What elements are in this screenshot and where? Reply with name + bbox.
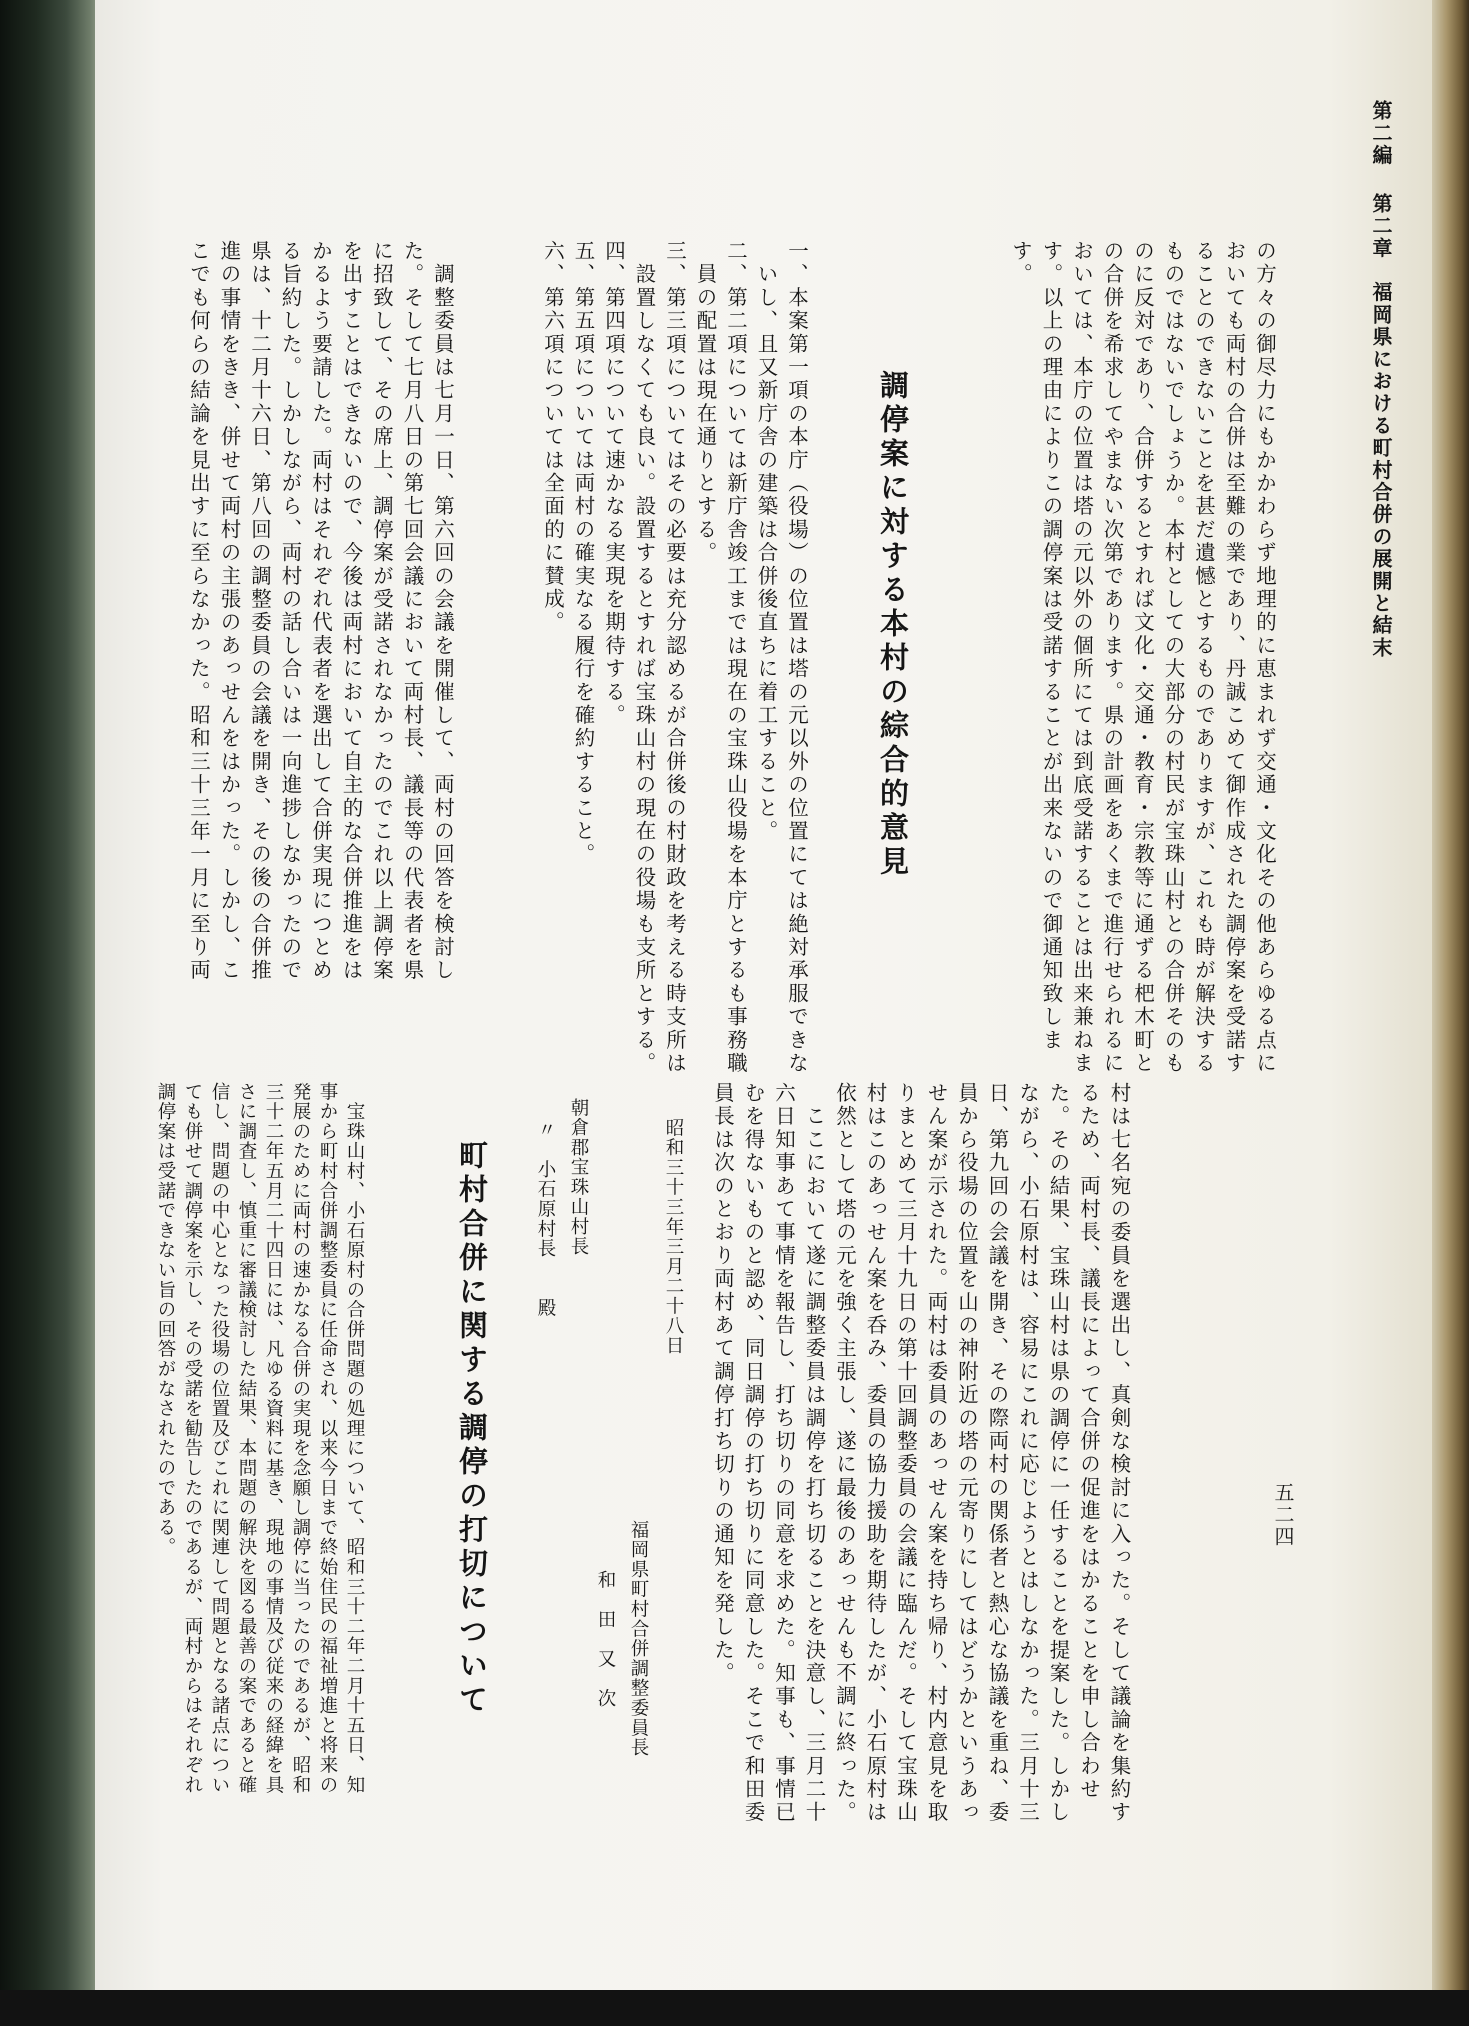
notice-body: 宝珠山村、小石原村の合併問題の処理について、昭和三十二年二月十五日、知 事から町村合併調整委員に任命され、以来今日まで終始住民の福祉増進と将来の 発展のために両村の速かなる合併の実現を念願し調停に当ったのであるが、昭和 三十二年五月二十四日には、凡ゆる資料に基き、現地の事情及び従来の経緯を具 さに調査し、慎重に審議検討した結果、本問題の解決を図る最善の案であると確 信し、問題の中心となった役場の位置及びこれに関連して問題となる諸点につい ても併せて調停案を示し、その受諾を勧告したのであるが、両村からはそれぞれ 調停案は受諾できない旨の回答がなされたのである。	[155, 1082, 365, 1795]
upper-left-paragraph: 村は七名宛の委員を選出し、真剣な検討に入った。そして議論を集約す るため、両村長、議長によって合併の促進をはかることを申し合わせ た。その結果、宝珠山村は県の調停に一任することを提案した。しかし ながら、小石原村は、容易にこれに応じようとはしなかった。三月十三 日、第九回の会議を開き、その際両村の関係者と熱心な協議を重ね、委 員から役場の位置を山の神附近の塔の元寄りにしてはどうかというあっ せん案が示された。両村は委員のあっせん案を持ち帰り、村内意見を取 りまとめて三月十九日の第十回調整委員の会議に臨んだ。そして宝珠山 村はこのあっせん案を呑み、委員の協力援助を期待したが、小石原村は 依然として塔の元を強く主張し、遂に最後のあっせんも不調に終った。 ここにおいて遂に調整委員は調停を打ち切ることを決意し、三月二十 六日知事あて事情を報告し、打ち切りの同意を求めた。知事も、事情已 むを得ないものと認め、同日調停の打ち切りに同意した。そこで和田委 員長は次のとおり両村あて調停打ち切りの通知を発した。	[710, 1082, 1131, 1825]
lower-right-paragraph: 調整委員は七月一日、第六回の会議を開催して、両村の回答を検討し た。そして七月八日の第七回会議において両村長、議長等の代表者を県 に招致して、その席上、調停案が受諾されなかったのでこれ以上調停案 を出すことはできないので、今後は両村において自主的な合併推進をは かるよう要請した。両村はそれぞれ代表者を選出して合併実現につとめ る旨約した。しかしながら、両村の話し合いは一向進捗しなかったので 県は、十二月十六日、第八回の調整委員の会議を開き、その後の合併推 進の事情をきき、併せて両村の主張のあっせんをはかった。しかし、こ こでも何らの結論を見出すに至らなかった。昭和三十三年一月に至り両	[186, 240, 455, 983]
page-edge	[1432, 0, 1469, 2000]
opinion-heading: 調停案に対する本村の綜合的意見	[876, 370, 910, 880]
notice-addressee-2: 〃 小石原村長 殿	[535, 1120, 556, 1318]
notice-sender-name: 和 田 又 次	[595, 1570, 616, 1709]
scan-border	[0, 1990, 1469, 2026]
notice-addressee-1: 朝倉郡宝珠山村長	[568, 1098, 589, 1257]
running-title: 第二編 第二章 福岡県における町村合併の展開と結末	[1369, 100, 1393, 659]
opinion-items: 一、本案第一項の本庁（役場）の位置は塔の元以外の位置にては絶対承服できな いし、且又新庁舎の建築は合併後直ちに着工すること。 二、第二項については新庁舎竣工までは現在の宝珠山役場を本庁とするも事務職 員の配置は現在通りとする。 三、第三項についてはその必要は充分認めるが合併後の村財政を考える時支所は 設置しなくても良い。設置するとすれば宝珠山村の現在の役場も支所とする。 四、第四項について速かなる実現を期待する。 五、第五項については両村の確実なる履行を確約すること。 六、第六項については全面的に賛成。	[540, 240, 809, 1076]
notice-heading: 町村合併に関する調停の打切について	[455, 1140, 489, 1718]
page-number: 五二四	[1271, 1482, 1295, 1548]
notice-date: 昭和三十三年三月二十八日	[663, 1118, 684, 1356]
notice-sender-org: 福岡県町村合併調整委員長	[628, 1520, 649, 1758]
upper-right-paragraph: の方々の御尽力にもかかわらず地理的に恵まれず交通・文化その他あらゆる点に おいても両村の合併は至難の業であり、丹誠こめて御作成された調停案を受諾す ることのできないことを甚だ遺憾とするものでありますが、これも時が解決する ものではないでしょうか。本村としての大部分の村民が宝珠山村との合併そのも のに反対であり、合併するとすれば文化・交通・教育・宗教等に通ずる杷木町と の合併を希求してやまない次第であります。県の計画をあくまで進行せられるに おいては、本庁の位置は塔の元以外の個所にては到底受諾することは出来兼ねま す。以上の理由によりこの調停案は受諾することが出来ないので御通知致しま す。	[1008, 240, 1277, 1076]
